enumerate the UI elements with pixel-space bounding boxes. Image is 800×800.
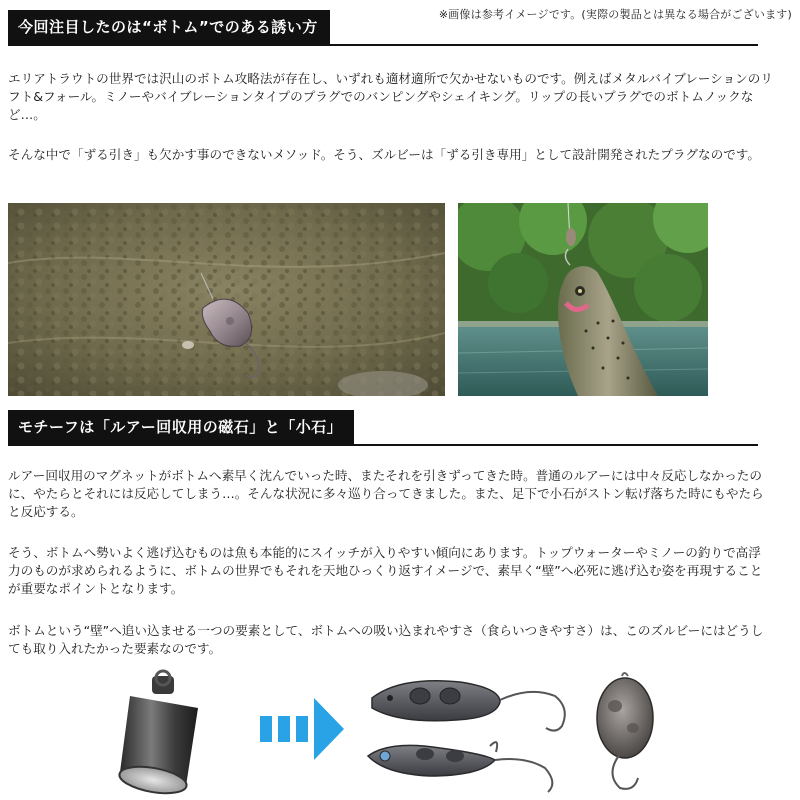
section-header-bottom — [8, 10, 758, 46]
section-header-motif — [8, 410, 758, 446]
arrow-right-icon — [260, 698, 344, 760]
magnet-paragraph: ルアー回収用のマグネットがボトムへ素早く沈んでいった時、またそれを引きずってきた時。普通のルアーには中々反応しなかったのに、やたらとそれには反応してしまう…。そんな状況に多々巡り合ってきました。また、足下で小石がストン転げ落ちた時にもやたらと反応する。 — [8, 468, 764, 520]
intro-paragraph: エリアトラウトの世界では沢山のボトム攻略法が存在し、いずれも適材適所で欠かせないものです。例えばメタルバイブレーションのリフト&フォール。ミノーやバイブレーションタイプのプラグでのバンピングやシェイキング。リップの長いプラグでのボトムノックなど…。 — [8, 71, 773, 123]
lure-on-bottom-photo — [8, 203, 445, 396]
wall-paragraph: ボトムという“壁”へ追い込ませる一つの要素として、ボトムへの吸い込まれやすさ（食らいつきやすさ）は、このズルビーにはどうしても取り入れたかった要素なのです。 — [8, 623, 764, 657]
magnet-to-lure-figure — [100, 668, 760, 796]
trout-catch-photo — [458, 203, 708, 396]
section-title: モチーフは「ルアー回収用の磁石」と「小石」 — [8, 410, 354, 444]
image-disclaimer: ※画像は参考イメージです。(実際の製品とは異なる場合がございます) — [438, 8, 792, 21]
lure-top-icon — [372, 681, 565, 731]
magnet-icon — [117, 671, 198, 796]
lure-bottom-icon — [368, 742, 552, 792]
bottom-instinct-paragraph: そう、ボトムへ勢いよく逃げ込むものは魚も本能的にスイッチが入りやすい傾向にあります。トップウォーターやミノーの釣りで高浮力のものが求められるように、ボトムの世界でもそれを天地ひっくり返すイメージで、素早く“壁”へ必死に逃げ込む姿を再現することが重要なポイントとなります。 — [8, 545, 763, 597]
section-title: 今回注目したのは“ボトム”でのある誘い方 — [8, 10, 330, 44]
zurubi-paragraph: そんな中で「ずる引き」も欠かす事のできないメソッド。そう、ズルビーは「ずる引き専用」として設計開発されたプラグなのです。 — [8, 147, 760, 162]
pebble-lure-icon — [597, 673, 653, 789]
